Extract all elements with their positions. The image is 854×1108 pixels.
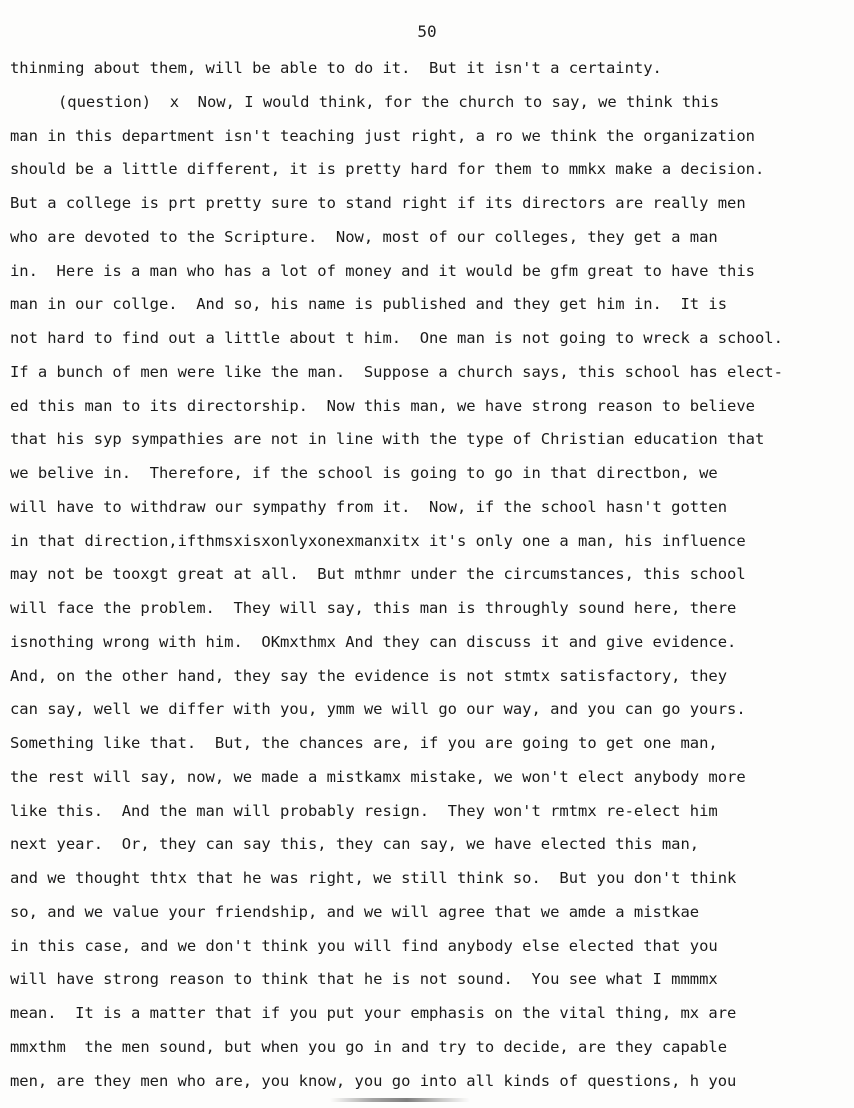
text-line: and we thought thtx that he was right, we still think so. But you don't think (10, 869, 737, 887)
ink-smudge (330, 1098, 470, 1102)
text-line: not hard to find out a little about t him. One man is not going to wreck a school. (10, 329, 783, 347)
text-line: will face the problem. They will say, this man is throughly sound here, there (10, 599, 737, 617)
text-line: like this. And the man will probably resign. They won't rmtmx re-elect him (10, 801, 718, 820)
text-line: may not be tooxgt great at all. But mthmr under the circumstances, this school (10, 565, 746, 584)
text-line: will have strong reason to think that he is not sound. You see what I mmmmx (10, 970, 718, 989)
text-line: should be a little different, it is pretty hard for them to mmkx make a decision. (10, 160, 765, 179)
text-line: And, on the other hand, they say the evidence is not stmtx satisfactory, they (10, 666, 728, 685)
text-line: will have to withdraw our sympathy from it. Now, if the school hasn't gotten (10, 497, 728, 516)
text-line: (question) x Now, I would think, for the church to say, we think this (58, 92, 720, 111)
text-line: mmxthm the men sound, but when you go in and try to decide, are they capable (10, 1037, 728, 1056)
text-line: next year. Or, they can say this, they can say, we have elected this man, (10, 835, 700, 854)
text-line: the rest will say, now, we made a mistkamx mistake, we won't elect anybody more (10, 767, 746, 786)
text-line: can say, well we differ with you, ymm we will go our way, and you can go yours. (10, 700, 746, 719)
text-line: man in our collge. And so, his name is published and they get him in. It is (10, 295, 728, 314)
text-line: in that direction,ifthmsxisxonlyxonexmanxitx it's only one a man, his influence (10, 531, 746, 550)
text-line: so, and we value your friendship, and we will agree that we amde a mistkae (10, 902, 700, 921)
text-line: isnothing wrong with him. OKmxthmx And they can discuss it and give evidence. (10, 632, 737, 651)
text-line: that his syp sympathies are not in line with the type of Christian education that (10, 430, 765, 449)
text-line: But a college is prt pretty sure to stand right if its directors are really men (10, 194, 746, 212)
page-number: 50 (417, 22, 437, 41)
text-line: in this case, and we don't think you will find anybody else elected that you (10, 936, 718, 955)
text-line: mean. It is a matter that if you put your emphasis on the vital thing, mx are (10, 1004, 737, 1022)
text-line: men, are they men who are, you know, you go into all kinds of questions, h you (10, 1071, 737, 1090)
text-line: Something like that. But, the chances are, if you are going to get one man, (10, 734, 718, 752)
text-line: ed this man to its directorship. Now this man, we have strong reason to believe (10, 396, 755, 415)
text-line: thinming about them, will be able to do it. But it isn't a certainty. (10, 59, 662, 77)
text-line: who are devoted to the Scripture. Now, most of our colleges, they get a man (10, 227, 718, 246)
text-line: we belive in. Therefore, if the school is going to go in that directbon, we (10, 464, 718, 482)
transcript-body (10, 57, 850, 1103)
text-line: in. Here is a man who has a lot of money and it would be gfm great to have this (10, 261, 755, 280)
text-line: If a bunch of men were like the man. Suppose a church says, this school has elect- (10, 362, 783, 381)
text-line: man in this department isn't teaching just right, a ro we think the organization (10, 126, 755, 145)
